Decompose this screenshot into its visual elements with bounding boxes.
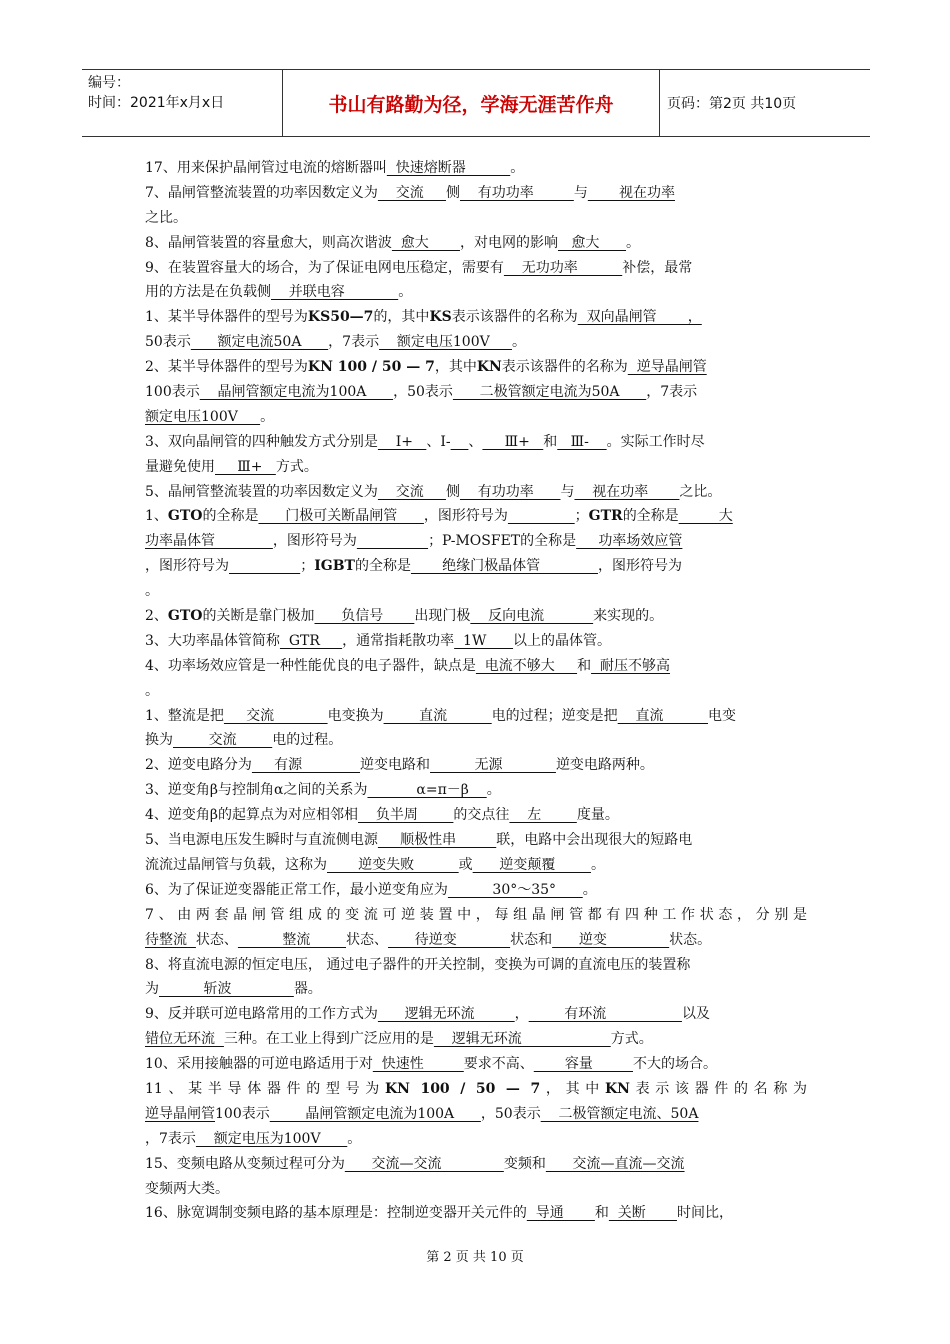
- answer-blank: 有源: [251, 757, 361, 774]
- answer-blank: 有功功率: [459, 184, 574, 201]
- question-text: 侧: [445, 184, 460, 201]
- question-text: 的全称是: [354, 558, 411, 575]
- question-text: KN 100 / 50 — 7: [384, 1080, 541, 1097]
- question-text: 11、某半导体器件的型号为: [145, 1080, 385, 1097]
- question-text: 16、脉宽调制变频电路的基本原理是：控制逆变器开关元件的: [145, 1205, 527, 1222]
- question-text: 来实现的。: [593, 608, 664, 625]
- text-line: [145, 405, 807, 430]
- answer-blank: 逆变: [552, 931, 670, 948]
- question-text: 。: [590, 856, 605, 873]
- answer-blank: 直流: [617, 707, 708, 724]
- question-text: ，: [514, 1006, 529, 1023]
- answer-blank: 逻辑无环流: [433, 1031, 611, 1048]
- answer-blank: [229, 558, 300, 574]
- question-text: 2、逆变电路分为: [145, 757, 252, 774]
- question-text: 出现门极: [414, 608, 471, 625]
- answer-blank: 视在功率: [574, 483, 680, 500]
- question-text: 9、反并联可逆电路常用的工作方式为: [145, 1006, 378, 1023]
- question-text: 不大的场合。: [632, 1056, 717, 1073]
- text-line: [145, 181, 807, 206]
- text-line: [145, 778, 807, 803]
- question-text: 变频两大类。: [145, 1180, 229, 1197]
- question-text: 。: [486, 782, 501, 799]
- answer-blank: Ⅲ+: [482, 433, 544, 450]
- text-line: [145, 928, 807, 953]
- question-text: 15、变频电路从变频过程可分为: [145, 1155, 345, 1172]
- text-line: [145, 1002, 807, 1027]
- question-text: ；P-MOSFET的全称是: [428, 533, 577, 550]
- text-line: [145, 903, 807, 928]
- answer-blank: 耐压不够高: [591, 657, 670, 674]
- question-text: ，50表示: [393, 384, 453, 401]
- question-text: 以及: [681, 1006, 710, 1023]
- question-text: 。: [260, 408, 275, 425]
- question-text: ，7表示: [145, 1130, 196, 1147]
- question-text: ，图形符号为: [145, 558, 229, 575]
- header-left-cell: [82, 70, 282, 136]
- answer-blank: 二极管额定电流为50A: [452, 384, 647, 401]
- header-motto: 书山有路勤为径，学海无涯苦作舟: [282, 70, 660, 136]
- answer-blank: 双向晶闸管 ，: [577, 309, 702, 326]
- text-line: [145, 753, 807, 778]
- answer-blank: 整流: [237, 931, 347, 948]
- answer-blank: 交流: [377, 483, 446, 500]
- text-line: [145, 430, 807, 455]
- question-text: 。: [511, 334, 526, 351]
- text-line: [145, 803, 807, 828]
- question-text: 或: [458, 856, 473, 873]
- question-text: 量避免使用: [145, 458, 215, 475]
- page-header: [82, 69, 870, 137]
- question-text: 为: [145, 981, 159, 998]
- question-text: 8、晶闸管装置的容量愈大，则高次谐波: [145, 234, 392, 251]
- question-text: ，其中: [434, 359, 477, 376]
- answer-blank: 交流: [223, 707, 328, 724]
- text-line: [145, 529, 807, 554]
- answer-blank: 功率晶体管: [145, 533, 273, 550]
- question-text: 换为: [145, 732, 173, 749]
- answer-blank: 待整流: [145, 931, 196, 948]
- question-text: ，通常指耗散功率: [342, 632, 455, 649]
- answer-blank: [451, 434, 469, 450]
- question-text: 。: [510, 160, 525, 176]
- question-text: 与: [573, 184, 588, 201]
- question-text: 以上的晶体管。: [513, 632, 612, 649]
- question-text: 1、: [145, 508, 168, 525]
- question-text: 侧: [445, 483, 460, 500]
- text-line: [145, 704, 807, 729]
- answer-blank: 容量: [533, 1056, 633, 1073]
- text-line: [145, 977, 807, 1002]
- question-text: 和: [594, 1205, 609, 1222]
- text-line: [145, 1052, 807, 1077]
- text-line: [145, 629, 807, 654]
- answer-blank: 逻辑无环流: [377, 1006, 515, 1023]
- text-line: [145, 554, 807, 579]
- page-footer: 第 2 页 共 10 页: [426, 1250, 524, 1265]
- question-text: 3、双向晶闸管的四种触发方式分别是: [145, 433, 378, 450]
- question-text: 4、功率场效应管是一种性能优良的电子器件，缺点是: [145, 657, 476, 674]
- question-text: 度量。: [576, 807, 619, 824]
- question-text: 三种。在工业上得到广泛应用的是: [223, 1031, 434, 1048]
- question-text: 方式。: [610, 1031, 653, 1048]
- text-line: [145, 256, 807, 281]
- answer-blank: 绝缘门极晶体管: [410, 558, 598, 575]
- question-text: KN: [604, 1080, 630, 1097]
- answer-blank: 逆变失败: [327, 856, 459, 873]
- answer-blank: 二极管额定电流、50A: [540, 1105, 699, 1122]
- text-line: [145, 679, 807, 704]
- text-line: [145, 579, 807, 604]
- question-text: 的全称是: [202, 508, 259, 525]
- question-text: 。实际工作时尽: [606, 433, 705, 450]
- answer-blank: 左: [509, 807, 577, 824]
- question-text: 。: [347, 1130, 362, 1147]
- text-line: [145, 728, 807, 753]
- question-text: 要求不高、: [463, 1056, 534, 1073]
- answer-blank: 晶闸管额定电流为100A: [269, 1105, 481, 1122]
- answer-blank: 功率场效应管: [576, 533, 683, 550]
- question-text: 。: [145, 682, 159, 699]
- question-text: ；: [574, 508, 589, 525]
- question-text: 2、某半导体器件的型号为: [145, 359, 308, 376]
- question-text: 9、在装置容量大的场合，为了保证电网电压稳定，需要有: [145, 259, 504, 276]
- text-line: [145, 1177, 807, 1202]
- question-text: 5、晶闸管整流装置的功率因数定义为: [145, 483, 378, 500]
- question-text: ；: [300, 558, 315, 575]
- text-line: [145, 654, 807, 679]
- text-line: [145, 1201, 807, 1226]
- answer-blank: Ⅲ+: [215, 458, 276, 475]
- answer-blank: 反向电流: [470, 608, 594, 625]
- answer-blank: 负信号: [314, 608, 415, 625]
- question-text: ，50表示: [480, 1105, 541, 1122]
- question-text: 2、: [145, 608, 168, 625]
- text-line: [145, 231, 807, 256]
- question-text: ，对电网的影响: [459, 234, 558, 251]
- text-line: [145, 604, 807, 629]
- text-line: [145, 455, 807, 480]
- answer-blank: 30°～35°: [447, 881, 583, 898]
- answer-blank: 晶闸管额定电流为100A: [199, 384, 394, 401]
- question-text: 与: [560, 483, 575, 500]
- text-line: [145, 355, 807, 380]
- answer-blank: 有环流: [528, 1006, 682, 1023]
- question-text: KS50—7: [307, 309, 374, 326]
- question-text: ，7表示: [328, 334, 380, 351]
- question-text: 状态和: [510, 931, 553, 948]
- question-text: KS: [429, 309, 452, 326]
- question-text: 5、当电源电压发生瞬时与直流侧电源: [145, 832, 378, 849]
- text-line: [145, 1077, 807, 1102]
- answer-blank: GTR: [279, 632, 343, 649]
- question-text: ，其中: [540, 1080, 605, 1097]
- question-text: 逆变电路和: [360, 757, 431, 774]
- question-text: 和: [577, 657, 592, 674]
- question-text: 1、某半导体器件的型号为: [145, 309, 308, 326]
- answer-blank: Ⅰ+: [377, 433, 427, 450]
- question-text: 表示该器件的名称为: [501, 359, 628, 376]
- question-text: 状态。: [669, 931, 712, 948]
- answer-blank: 逆导晶闸管: [627, 359, 707, 376]
- answer-blank: 交流: [377, 184, 446, 201]
- question-text: 流流过晶闸管与负载，这称为: [145, 856, 327, 873]
- answer-blank: 待逆变: [388, 931, 511, 948]
- text-line: [145, 380, 807, 405]
- answer-blank: 无功功率: [503, 259, 623, 276]
- question-text: 6、为了保证逆变器能正常工作，最小逆变角应为: [145, 881, 448, 898]
- text-line: [145, 280, 807, 305]
- answer-blank: 逆导晶闸管: [145, 1105, 215, 1122]
- question-text: 。: [398, 284, 413, 301]
- text-line: [145, 878, 807, 903]
- answer-blank: 并联电容: [271, 284, 399, 301]
- question-text: 电变换为: [327, 707, 384, 724]
- question-text: 的全称是: [622, 508, 679, 525]
- question-text: GTO: [167, 608, 203, 625]
- answer-blank: 无源: [430, 757, 556, 774]
- question-text: 。: [582, 881, 597, 898]
- answer-blank: 愈大: [557, 234, 627, 251]
- answer-blank: 逆变颠覆: [472, 856, 591, 873]
- text-line: [145, 1027, 807, 1052]
- question-text: 的，其中: [373, 309, 430, 326]
- question-text: ，图形符号为: [272, 533, 357, 550]
- question-text: 之比。: [145, 209, 187, 226]
- question-text: 100表示: [215, 1105, 270, 1122]
- question-text: 3、逆变角β与控制角α之间的关系为: [145, 782, 368, 799]
- question-text: 联，电路中会出现很大的短路电: [496, 832, 693, 849]
- answer-blank: 导通: [526, 1205, 595, 1222]
- question-text: GTR: [588, 508, 623, 525]
- answer-blank: 快速性: [372, 1056, 464, 1073]
- question-text: 电的过程；逆变是把: [491, 707, 618, 724]
- text-line: [145, 953, 807, 978]
- question-text: 变频和: [503, 1155, 546, 1172]
- question-text: 和: [543, 433, 558, 450]
- question-text: 逆变电路两种。: [555, 757, 654, 774]
- doc-number-label: 编号：: [88, 75, 130, 91]
- answer-blank: 有功功率: [459, 483, 561, 500]
- answer-blank: [357, 533, 428, 549]
- answer-blank: 额定电压为100V: [195, 1130, 348, 1147]
- question-text: 补偿，最常: [622, 259, 693, 276]
- question-text: 7、由两套晶闸管组成的变流可逆装置中，每组晶闸管都有四种工作状态，分别是: [145, 906, 807, 923]
- answer-blank: α=π－β: [367, 782, 487, 799]
- question-text: 表示该器件的名称为: [629, 1080, 807, 1097]
- answer-blank: 额定电压100V: [379, 334, 512, 351]
- answer-blank: [508, 508, 575, 524]
- question-text: 17、用来保护晶闸管过电流的熔断器叫: [145, 160, 387, 176]
- question-text: IGBT: [314, 558, 355, 575]
- question-text: 用的方法是在负载侧: [145, 284, 271, 301]
- question-text: 100表示: [145, 384, 200, 401]
- question-text: 器。: [293, 981, 322, 998]
- page-info: 页码：第2页 共10页: [667, 96, 797, 112]
- question-text: ，图形符号为: [423, 508, 508, 525]
- answer-blank: 视在功率: [587, 184, 675, 201]
- question-text: 10、采用接触器的可逆电路适用于对: [145, 1056, 373, 1073]
- text-line: [145, 156, 807, 181]
- document-body: [145, 156, 807, 1226]
- answer-blank: 1W: [454, 632, 514, 649]
- question-text: 电的过程。: [272, 732, 343, 749]
- question-text: 。: [145, 583, 159, 600]
- answer-blank: 额定电流50A: [190, 334, 329, 351]
- text-line: [145, 480, 807, 505]
- answer-blank: 关断: [608, 1205, 677, 1222]
- answer-blank: 直流: [383, 707, 492, 724]
- answer-blank: Ⅲ-: [557, 433, 607, 450]
- text-line: [145, 1102, 807, 1127]
- doc-time-label: 时间：2021年x月x日: [88, 95, 225, 111]
- text-line: [145, 1127, 807, 1152]
- answer-blank: 交流: [173, 732, 273, 749]
- text-line: [145, 853, 807, 878]
- answer-blank: 负半周: [358, 807, 454, 824]
- question-text: 4、逆变角β的起算点为对应相邻相: [145, 807, 359, 824]
- answer-blank: 错位无环流: [145, 1031, 224, 1048]
- answer-blank: 交流—直流—交流: [545, 1155, 685, 1172]
- question-text: GTO: [167, 508, 203, 525]
- question-text: 、: [468, 433, 483, 450]
- question-text: 状态、: [346, 931, 389, 948]
- question-text: 方式。: [275, 458, 318, 475]
- text-line: [145, 206, 807, 231]
- text-line: [145, 504, 807, 529]
- question-text: ，图形符号为: [597, 558, 682, 575]
- question-text: KN: [476, 359, 502, 376]
- text-line: [145, 1152, 807, 1177]
- question-text: ，7表示: [646, 384, 698, 401]
- answer-blank: 额定电压100V: [145, 408, 261, 425]
- answer-blank: 交流—交流: [344, 1155, 504, 1172]
- question-text: 8、将直流电源的恒定电压， 通过电子器件的开关控制，变换为可调的直流电压的装置称: [145, 956, 691, 973]
- question-text: 1、整流是把: [145, 707, 224, 724]
- answer-blank: 电流不够大: [475, 657, 578, 674]
- question-text: 7、晶闸管整流装置的功率因数定义为: [145, 184, 378, 201]
- question-text: 之比。: [679, 483, 722, 500]
- question-text: 电变: [708, 707, 736, 724]
- answer-blank: 斩波: [159, 981, 294, 998]
- answer-blank: 快速熔断器: [386, 160, 511, 176]
- answer-blank: 大: [678, 508, 733, 525]
- question-text: 50表示: [145, 334, 191, 351]
- question-text: 的交点往: [453, 807, 510, 824]
- question-text: 状态、: [195, 931, 238, 948]
- question-text: 表示该器件的名称为: [451, 309, 578, 326]
- text-line: [145, 828, 807, 853]
- question-text: KN 100 / 50 — 7: [307, 359, 435, 376]
- question-text: 。: [626, 234, 641, 251]
- text-line: [145, 330, 807, 355]
- question-text: 、Ⅰ-: [426, 433, 451, 450]
- question-text: 3、大功率晶体管简称: [145, 632, 280, 649]
- question-text: 的关断是靠门极加: [202, 608, 315, 625]
- answer-blank: 顺极性串: [377, 832, 497, 849]
- question-text: 时间比，: [676, 1205, 733, 1222]
- answer-blank: 门极可关断晶闸管: [258, 508, 424, 525]
- text-line: [145, 305, 807, 330]
- answer-blank: 愈大: [391, 234, 460, 251]
